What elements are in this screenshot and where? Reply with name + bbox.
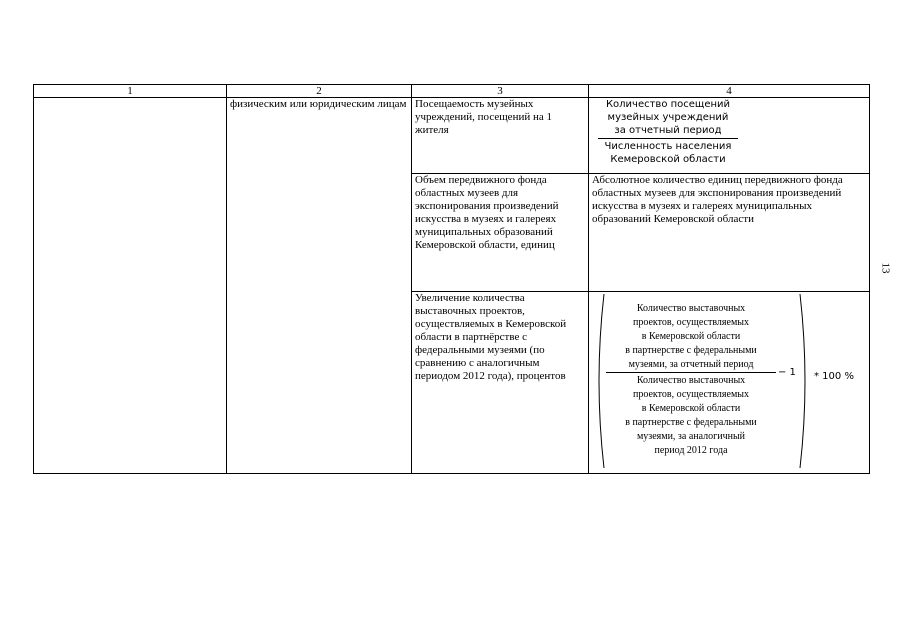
formula-numerator — [606, 302, 776, 372]
formula-text: музейных учреждений — [607, 112, 729, 123]
formula-text: в партнерстве с федеральными — [625, 417, 757, 428]
recipient-cell: физическим или юридическим лицам — [227, 98, 412, 474]
formula-text: музеями, за аналогичный — [636, 431, 746, 442]
formula-denominator — [606, 374, 776, 458]
formula-text: в партнерстве с федеральными — [625, 345, 757, 356]
method-cell: Абсолютное количество единиц передвижного фонда областных музеев для экспонирования произведений искусства в музеях и галереях муниципальных образований Кемеровской области — [589, 174, 870, 292]
exhibitions-formula — [592, 292, 866, 470]
header-col-3: 3 — [412, 85, 589, 98]
fraction-bar — [598, 138, 738, 139]
formula-text: проектов, осуществляемых — [632, 317, 749, 328]
table-row — [34, 98, 870, 174]
formula-text: в Кемеровской области — [641, 403, 741, 414]
indicator-cell: Объем передвижного фонда областных музеев для экспонирования произведений искусства в музеях и галереях муниципальных образований Кемеровской области, единиц — [412, 174, 589, 292]
formula-text: Численность населения — [604, 141, 732, 152]
formula-cell — [589, 292, 870, 474]
formula-text: в Кемеровской области — [641, 331, 741, 342]
document-table — [33, 84, 870, 474]
formula-text: Кемеровской области — [610, 154, 726, 165]
formula-text: Количество выставочных — [636, 303, 746, 314]
formula-text: период 2012 года — [654, 445, 728, 456]
formula-text: за отчетный период — [614, 125, 722, 136]
minus-one: − 1 — [778, 367, 796, 378]
times-hundred-percent: * 100 % — [814, 371, 854, 382]
header-col-4: 4 — [589, 85, 870, 98]
header-col-2: 2 — [227, 85, 412, 98]
header-col-1: 1 — [34, 85, 227, 98]
right-paren-icon — [796, 292, 812, 470]
formula-cell — [589, 98, 870, 174]
empty-cell — [34, 98, 227, 474]
page-number: 13 — [879, 262, 892, 274]
formula-text: проектов, осуществляемых — [632, 389, 749, 400]
formula-text: Количество посещений — [605, 99, 731, 110]
visits-formula — [598, 98, 738, 166]
formula-text: музеями, за отчетный период — [628, 359, 754, 370]
formula-text: Количество выставочных — [636, 375, 746, 386]
header-row — [34, 85, 870, 98]
indicator-cell: Посещаемость музейных учреждений, посещений на 1 жителя — [412, 98, 589, 174]
fraction-bar — [606, 372, 776, 373]
indicator-cell: Увеличение количества выставочных проектов, осуществляемых в Кемеровской области в партнёрстве с федеральными музеями (по сравнению с аналогичным периодом 2012 года), процентов — [412, 292, 589, 474]
